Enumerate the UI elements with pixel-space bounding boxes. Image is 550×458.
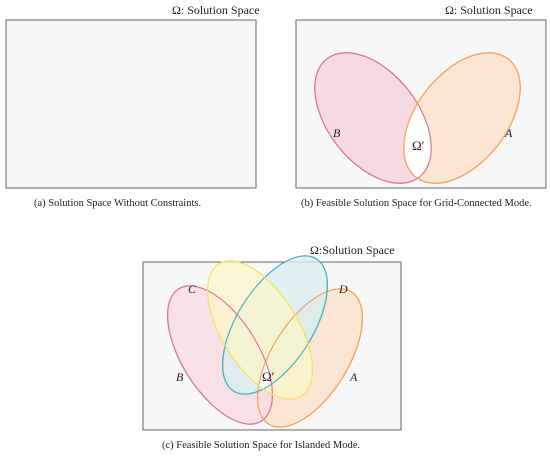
panel-a-solution-space [6,20,256,188]
set-b-label-c: B [176,370,184,384]
panel-b [291,20,546,205]
set-d-label: D [339,282,348,296]
set-b-label: B [333,126,341,140]
panel-c-space-title: Ω:Solution Space [310,243,395,257]
set-a-label: A [505,126,513,140]
panel-c-caption: (c) Feasible Solution Space for Islanded Mode. [162,440,360,451]
panel-b-space-title: Ω: Solution Space [445,3,533,17]
omega-prime-label-b: Ω′ [412,138,425,153]
set-c-label: C [188,282,197,296]
panel-a-caption: (a) Solution Space Without Constraints. [34,198,202,209]
set-a-label-c: A [350,370,358,384]
omega-prime-label-c: Ω′ [262,369,275,384]
panel-b-caption: (b) Feasible Solution Space for Grid-Connected Mode. [301,198,532,209]
panel-a-space-title: Ω: Solution Space [172,3,260,17]
panel-c [143,239,401,445]
